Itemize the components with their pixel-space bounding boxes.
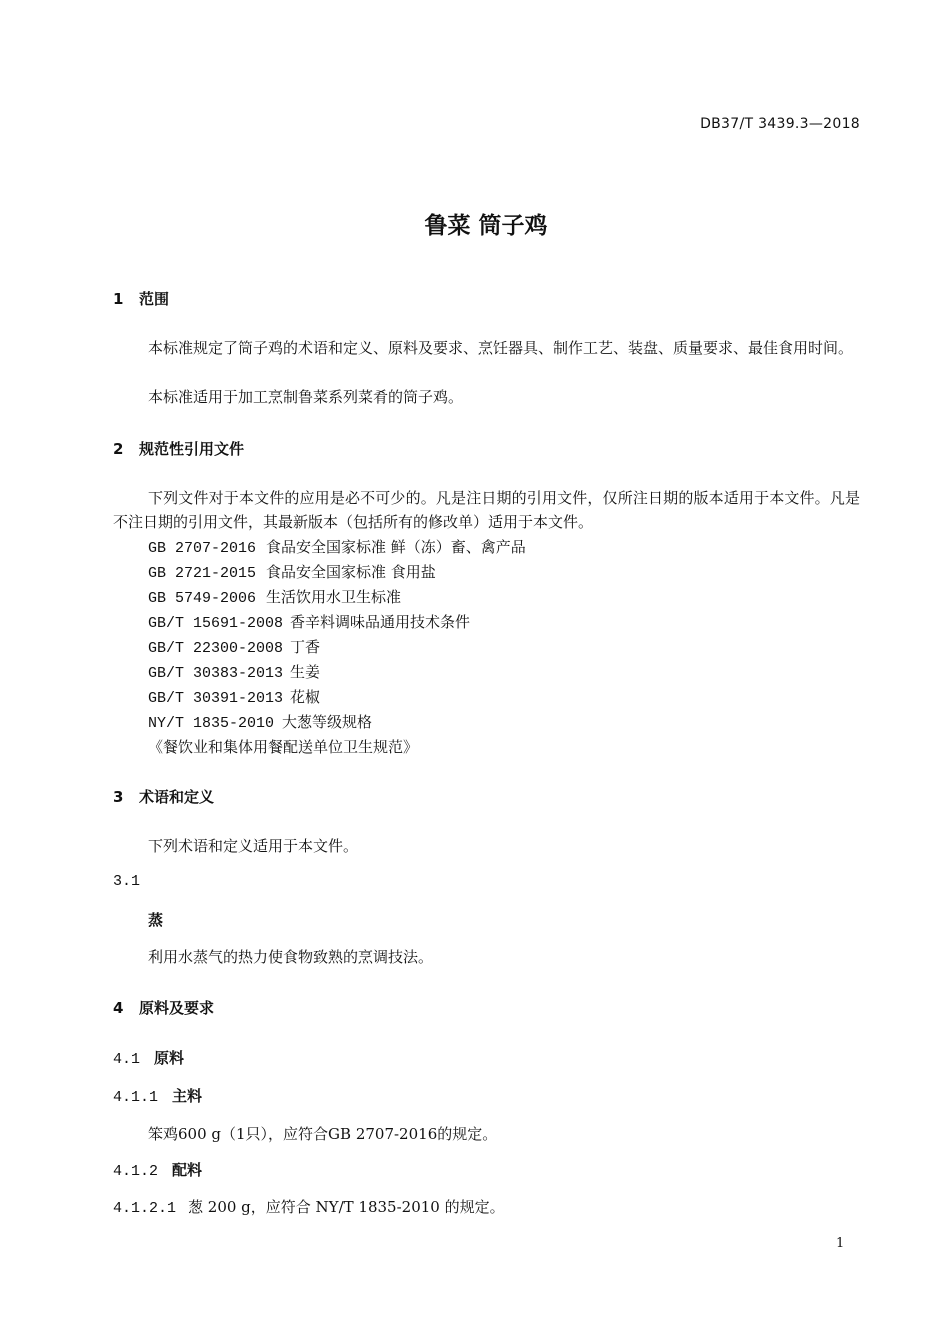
reference-name: 食品安全国家标准 鲜（冻）畜、禽产品 — [266, 538, 526, 556]
term-definition: 利用水蒸气的热力使食物致熟的烹调技法。 — [148, 948, 434, 966]
reference-name: 丁香 — [290, 638, 321, 656]
reference-name: 大葱等级规格 — [282, 713, 373, 731]
section-number: 1 — [113, 290, 124, 308]
subsection-title: 主料 — [172, 1087, 203, 1105]
section-2-paragraph-1: 下列文件对于本文件的应用是必不可少的。凡是注日期的引用文件，仅所注日期的版本适用于本文件。凡是不注日期的引用文件，其最新版本（包括所有的修改单）适用于本文件。 — [113, 489, 860, 531]
reference-name: 生姜 — [290, 663, 321, 681]
reference-item — [148, 636, 320, 657]
reference-code: NY/T 1835-2010 — [148, 715, 275, 732]
reference-item — [148, 661, 320, 682]
reference-item — [148, 611, 470, 632]
reference-item — [148, 686, 320, 707]
reference-code: GB 2721-2015 — [148, 565, 257, 582]
reference-code: GB/T 30391-2013 — [148, 690, 284, 707]
reference-name: 食品安全国家标准 食用盐 — [266, 563, 436, 581]
subsection-4-1-1-text: 笨鸡600 g（1只），应符合GB 2707-2016的规定。 — [148, 1125, 498, 1143]
reference-name: 香辛料调味品通用技术条件 — [290, 613, 471, 631]
section-number: 2 — [113, 440, 124, 458]
subsection-4-1-2-heading — [113, 1159, 202, 1180]
clause-4-1-2-1 — [113, 1196, 505, 1217]
page-title: 鲁菜 筒子鸡 — [424, 213, 548, 239]
section-4-heading — [113, 997, 214, 1018]
section-title: 规范性引用文件 — [139, 440, 245, 458]
reference-code: GB/T 15691-2008 — [148, 615, 284, 632]
reference-item — [148, 536, 526, 557]
term-title: 蒸 — [148, 911, 164, 929]
section-3-paragraph-1: 下列术语和定义适用于本文件。 — [148, 837, 359, 855]
section-1-heading — [113, 288, 169, 309]
subsection-title: 原料 — [154, 1049, 185, 1067]
reference-item — [148, 561, 436, 582]
subsection-number: 4.1 — [113, 1051, 141, 1068]
term-number: 3.1 — [113, 873, 141, 890]
reference-name: 生活饮用水卫生标准 — [266, 588, 402, 606]
document-number: DB37/T 3439.3—2018 — [700, 116, 860, 132]
subsection-title: 配料 — [172, 1161, 203, 1179]
subsection-4-1-1-heading — [113, 1085, 202, 1106]
clause-text: 葱 200 g，应符合 NY/T 1835-2010 的规定。 — [188, 1198, 505, 1216]
reference-item — [148, 586, 401, 607]
section-3-heading — [113, 786, 214, 807]
section-2-heading — [113, 438, 244, 459]
section-title: 范围 — [139, 290, 170, 308]
subsection-4-1-heading — [113, 1047, 184, 1068]
page-number: 1 — [836, 1236, 845, 1251]
subsection-number: 4.1.2 — [113, 1163, 159, 1180]
section-1-paragraph-1: 本标准规定了筒子鸡的术语和定义、原料及要求、烹饪器具、制作工艺、装盘、质量要求、最佳食用时间。 — [148, 339, 854, 357]
reference-code: GB 2707-2016 — [148, 540, 257, 557]
reference-item — [148, 711, 372, 732]
section-number: 4 — [113, 999, 124, 1017]
clause-number: 4.1.2.1 — [113, 1200, 177, 1217]
section-1-paragraph-2: 本标准适用于加工烹制鲁菜系列菜肴的筒子鸡。 — [148, 388, 464, 406]
section-number: 3 — [113, 788, 124, 806]
subsection-number: 4.1.1 — [113, 1089, 159, 1106]
reference-name: 花椒 — [290, 688, 321, 706]
reference-code: GB/T 30383-2013 — [148, 665, 284, 682]
reference-code: GB/T 22300-2008 — [148, 640, 284, 657]
section-title: 原料及要求 — [139, 999, 215, 1017]
section-title: 术语和定义 — [139, 788, 215, 806]
reference-code: GB 5749-2006 — [148, 590, 257, 607]
reference-item-regulation: 《餐饮业和集体用餐配送单位卫生规范》 — [148, 738, 419, 756]
